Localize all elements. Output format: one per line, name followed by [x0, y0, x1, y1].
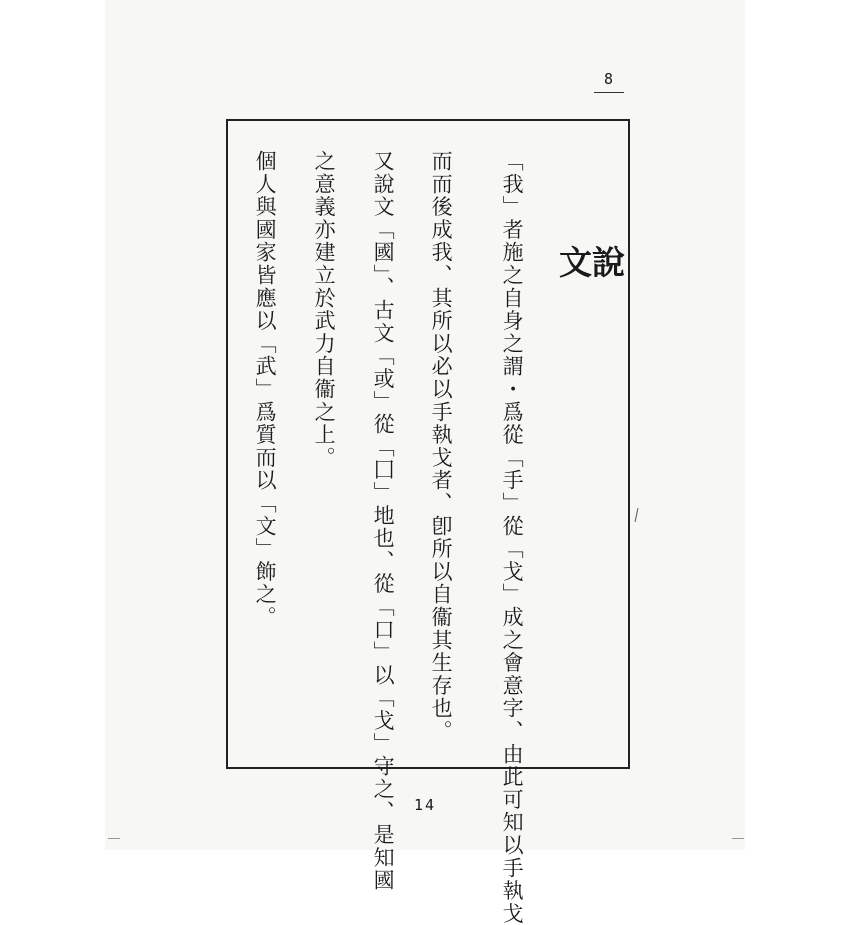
text-column-2: 而而後成我、其所以必以手執戈者、卽所以自衞其生存也。	[429, 150, 454, 743]
text-frame	[226, 119, 630, 769]
text-column-4: 之意義亦建立於武力自衞之上。	[312, 150, 337, 470]
bottom-page-number: 14	[414, 796, 437, 814]
text-column-3: 又說文「國」、古文「或」從「囗」地也、從「口」以「戈」守之、是知國	[371, 150, 396, 892]
crop-mark-left	[108, 838, 120, 839]
top-page-number-rule	[594, 92, 624, 93]
text-column-1: 「我」者施之自身之謂・爲從「手」從「戈」成之會意字、由此可知以手執戈	[500, 150, 525, 925]
crop-mark-right	[732, 838, 744, 839]
section-title: 說文	[554, 245, 626, 338]
text-column-5: 個人與國家皆應以「武」爲質而以「文」飾之。	[253, 150, 278, 629]
top-page-number: 8	[604, 70, 615, 88]
